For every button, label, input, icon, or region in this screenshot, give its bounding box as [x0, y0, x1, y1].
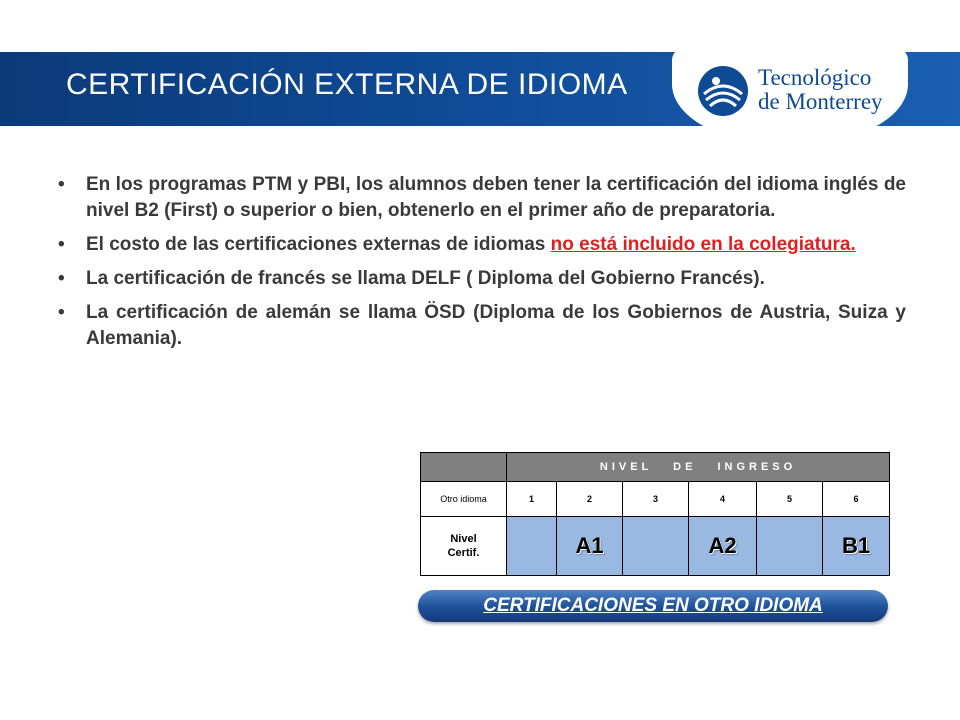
cert-cell: [757, 517, 823, 576]
table-corner-cell: [421, 453, 507, 482]
row-label-other-language: Otro idioma: [421, 482, 507, 517]
bullet-dot-icon: •: [58, 174, 65, 195]
cert-cell: [623, 517, 689, 576]
level-cell: 5: [757, 482, 823, 517]
logo-line-2: de Monterrey: [758, 89, 883, 114]
table-row: [421, 517, 890, 576]
level-cell: 6: [823, 482, 890, 517]
bullet-item-cost: [58, 232, 906, 258]
level-cell: 4: [689, 482, 757, 517]
tec-logo-wordmark: [758, 66, 883, 114]
bullet-item-osd: [58, 300, 906, 352]
table-row: [421, 482, 890, 517]
not-included-link[interactable]: no está incluido en la colegiatura.: [550, 234, 856, 255]
level-cell: 2: [557, 482, 623, 517]
logo-line-1: Tecnológico: [758, 65, 872, 90]
cert-label-line-2: Certif.: [447, 547, 480, 559]
bullet-text: La certificación de francés se llama DELF ( Diploma del Gobierno Francés).: [86, 268, 765, 289]
bullet-item-delf: [58, 266, 906, 292]
bullet-item-ptm-pbi: [58, 172, 906, 224]
certifications-banner-button[interactable]: CERTIFICACIONES EN OTRO IDIOMA: [418, 590, 888, 622]
table-header-level: NIVEL DE INGRESO: [507, 453, 890, 482]
row-label-cert-level: [421, 517, 507, 576]
cert-cell-a1: A1: [557, 517, 623, 576]
cert-cell-b1: B1: [823, 517, 890, 576]
bullet-dot-icon: •: [58, 302, 65, 323]
cert-label-line-1: Nivel: [450, 533, 477, 545]
bullet-text: El costo de las certificaciones externas de idiomas: [86, 234, 551, 255]
page-title: CERTIFICACIÓN EXTERNA DE IDIOMA: [66, 68, 628, 101]
bullet-text: En los programas PTM y PBI, los alumnos deben tener la certificación del idioma inglés de nivel B2 (First) o superior o bien, obtenerlo en el primer año de preparatoria.: [86, 174, 906, 221]
level-cell: 1: [507, 482, 557, 517]
cert-cell-a2: A2: [689, 517, 757, 576]
bullet-text: La certificación de alemán se llama ÖSD (Diploma de los Gobiernos de Austria, Suiza y Alemania).: [86, 302, 906, 349]
bullet-dot-icon: •: [58, 268, 65, 289]
entry-level-table: [420, 452, 890, 576]
level-cell: 3: [623, 482, 689, 517]
bullet-list: [58, 172, 906, 360]
cert-cell: [507, 517, 557, 576]
tec-logo-emblem-icon: [696, 64, 750, 118]
bullet-dot-icon: •: [58, 234, 65, 255]
